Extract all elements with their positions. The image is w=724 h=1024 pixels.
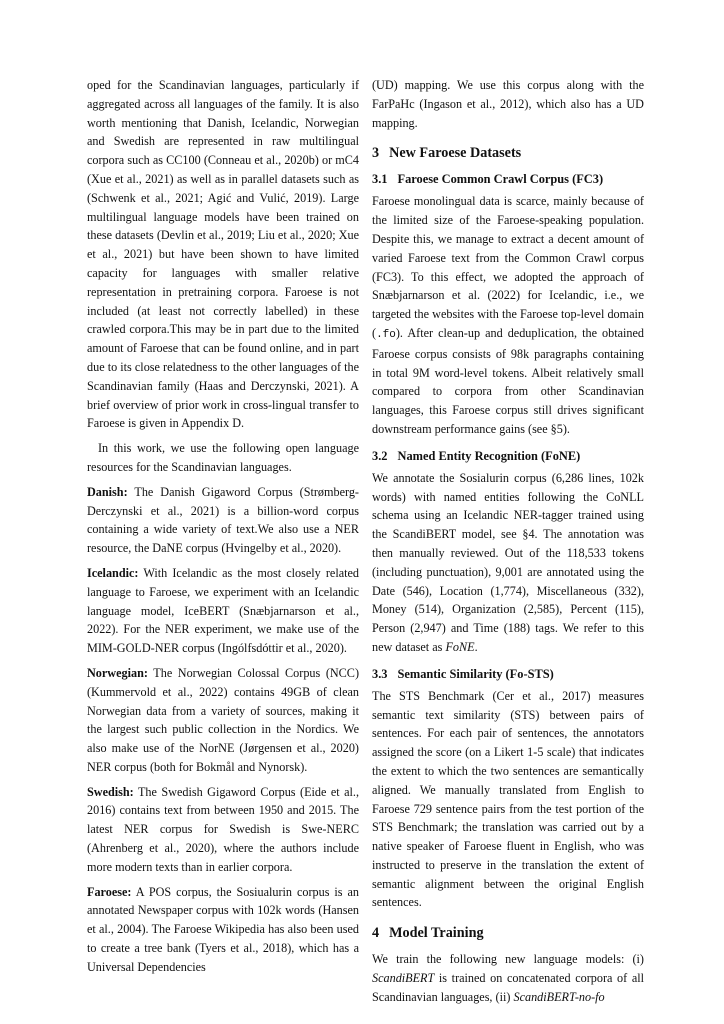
paragraph-fo-sts: The STS Benchmark (Cer et al., 2017) measures semantic text similarity (STS) between pairs of sentences. For each pair of sentences, the annotators assigned the score (on a Likert 1-5 scale) that indicates the extent to which the two sentences are semantically aligned. We manually translated from English to Faroese 729 sentence pairs from the test portion of the STS Benchmark; the translation was carried out by a native speaker of Faroese fluent in English, who was instructed to preserve in the translation the extent of semantic alignment between the original English sentences. — [372, 688, 644, 910]
subsection-title: Semantic Similarity (Fo-STS) — [397, 666, 554, 681]
subsection-title: Named Entity Recognition (FoNE) — [397, 448, 581, 463]
subsection-heading-fone — [372, 447, 644, 465]
section-heading-new-faroese-datasets — [372, 144, 644, 162]
scandibert-no-fo-name: ScandiBERT-no-fo — [513, 989, 605, 1004]
paragraph-open-resources: In this work, we use the following open language resources for the Scandinavian languages. — [87, 441, 359, 474]
paragraph-norwegian — [87, 664, 359, 777]
norwegian-label: Norwegian: — [87, 665, 148, 680]
paragraph-faroese — [87, 883, 359, 977]
subsection-title: Faroese Common Crawl Corpus (FC3) — [397, 172, 604, 187]
right-column — [372, 76, 644, 1013]
faroese-text: A POS corpus, the Sosiualurin corpus is an annotated Newspaper corpus with 102k words (Hansen et al., 2004). The Faroese Wikipedia has also been used to create a tree bank (Tyers et al., 2018), which has a Universal Dependencies — [87, 884, 359, 974]
section-title: Model Training — [389, 925, 484, 942]
paragraph-model-training — [372, 950, 644, 1006]
swedish-text: The Swedish Gigaword Corpus (Eide et al., 2016) contains text from between 1950 and 2015. The latest NER corpus for Swedish is Swe-NERC (Ahrenberg et al., 2020), where the authors include more modern texts than in earlier corpora. — [87, 784, 359, 874]
paragraph-ud-mapping: (UD) mapping. We use this corpus along with the FarPaHc (Ingason et al., 2012), which also has a UD mapping. — [372, 78, 644, 130]
fone-name: FoNE — [445, 639, 475, 654]
section-number: 3 — [372, 145, 380, 162]
fo-domain-code: .fo — [376, 328, 396, 341]
norwegian-text: The Norwegian Colossal Corpus (NCC) (Kummervold et al., 2022) contains 49GB of clean Norwegian data from a variety of sources, making it the largest such public collection in the Nordics. We also make use of the NorNE (Jørgensen et al., 2020) NER corpus (both for Bokmål and Nynorsk). — [87, 665, 359, 774]
section-number: 4 — [372, 925, 380, 942]
paragraph-scandinavian-corpora: oped for the Scandinavian languages, particularly if aggregated across all languages of the family. It is also worth mentioning that Danish, Icelandic, Norwegian and Swedish are represented in raw multilingual corpora such as CC100 (Conneau et al., 2020b) or mC4 (Xue et al., 2021) as well as in parallel datasets such as (Schwenk et al., 2021; Agić and Vulić, 2019). Large multilingual language models have been trained on these datasets (Devlin et al., 2019; Liu et al., 2020; Xue et al., 2021) but have been shown to have limited capacity for languages with smaller relative representation in pretraining corpora. Faroese is not included (at least not correctly labelled) in these crawled corpora.This may be in part due to the limited amount of Faroese that can be found online, and in part due to its close relatedness to the other languages of the Scandinavian family (Haas and Derczynski, 2021). A brief overview of prior work in cross-lingual transfer to Faroese is given in Appendix D. — [87, 78, 359, 431]
swedish-label: Swedish: — [87, 784, 134, 799]
paragraph-fone — [372, 469, 644, 657]
paragraph-danish — [87, 483, 359, 558]
subsection-number: 3.1 — [372, 172, 388, 187]
left-column — [87, 76, 359, 983]
fone-text-a: We annotate the Sosialurin corpus (6,286 lines, 102k words) with named entities following the CoNLL schema using an Icelandic NER-tagger trained using the ScandiBERT model, see §4. The annotation was then manually reviewed. Out of the 118,533 tokens (including punctuation), 9,001 are annotated using the Date (546), Location (1,774), Miscellaneous (332), Money (514), Organization (2,585), Percent (115), Person (2,947) and Time (188) tags. We refer to this new dataset as — [372, 470, 644, 654]
subsection-number: 3.2 — [372, 448, 388, 463]
subsection-number: 3.3 — [372, 666, 388, 681]
icelandic-text: With Icelandic as the most closely related language to Faroese, we experiment with an Icelandic language model, IceBERT (Snæbjarnarson et al., 2022). For the NER experiment, we make use of the MIM-GOLD-NER corpus (Ingólfsdóttir et al., 2020). — [87, 565, 359, 656]
paragraph-icelandic — [87, 564, 359, 658]
section-heading-model-training — [372, 924, 644, 942]
fone-text-b: . — [474, 639, 478, 654]
faroese-label: Faroese: — [87, 884, 132, 899]
danish-text: The Danish Gigaword Corpus (Strømberg-Derczynski et al., 2021) is a billion-word corpus containing a wide variety of text.We also use a NER resource, the DaNE corpus (Hvingelby et al., 2020). — [87, 484, 359, 556]
paragraph-fc3 — [372, 192, 644, 438]
training-text-b: is trained on concatenated corpora of all Scandinavian languages, (ii) — [372, 971, 644, 1004]
danish-label: Danish: — [87, 484, 128, 499]
subsection-heading-fo-sts — [372, 665, 644, 683]
paragraph-swedish — [87, 783, 359, 877]
section-title: New Faroese Datasets — [389, 145, 522, 162]
training-text-a: We train the following new language models: (i) — [372, 952, 644, 967]
subsection-heading-fc3 — [372, 170, 644, 188]
fc3-text-b: ). After clean-up and deduplication, the obtained Faroese corpus consists of 98k paragraphs containing in total 9M word-level tokens. Albeit relatively small compared to corpora from other Scandinavian languages, this Faroese corpus still drives significant downstream performance gains (see §5). — [372, 325, 644, 436]
scandibert-name: ScandiBERT — [372, 971, 435, 986]
icelandic-label: Icelandic: — [87, 565, 139, 580]
fc3-text-a: Faroese monolingual data is scarce, mainly because of the limited size of the Faroese-speaking population. Despite this, we manage to extract a decent amount of varied Faroese text from the Common Crawl corpus (FC3). To this effect, we adopted the approach of Snæbjarnarson et al. (2022) for Icelandic, i.e., we targeted the websites with the Faroese top-level domain ( — [372, 194, 644, 340]
